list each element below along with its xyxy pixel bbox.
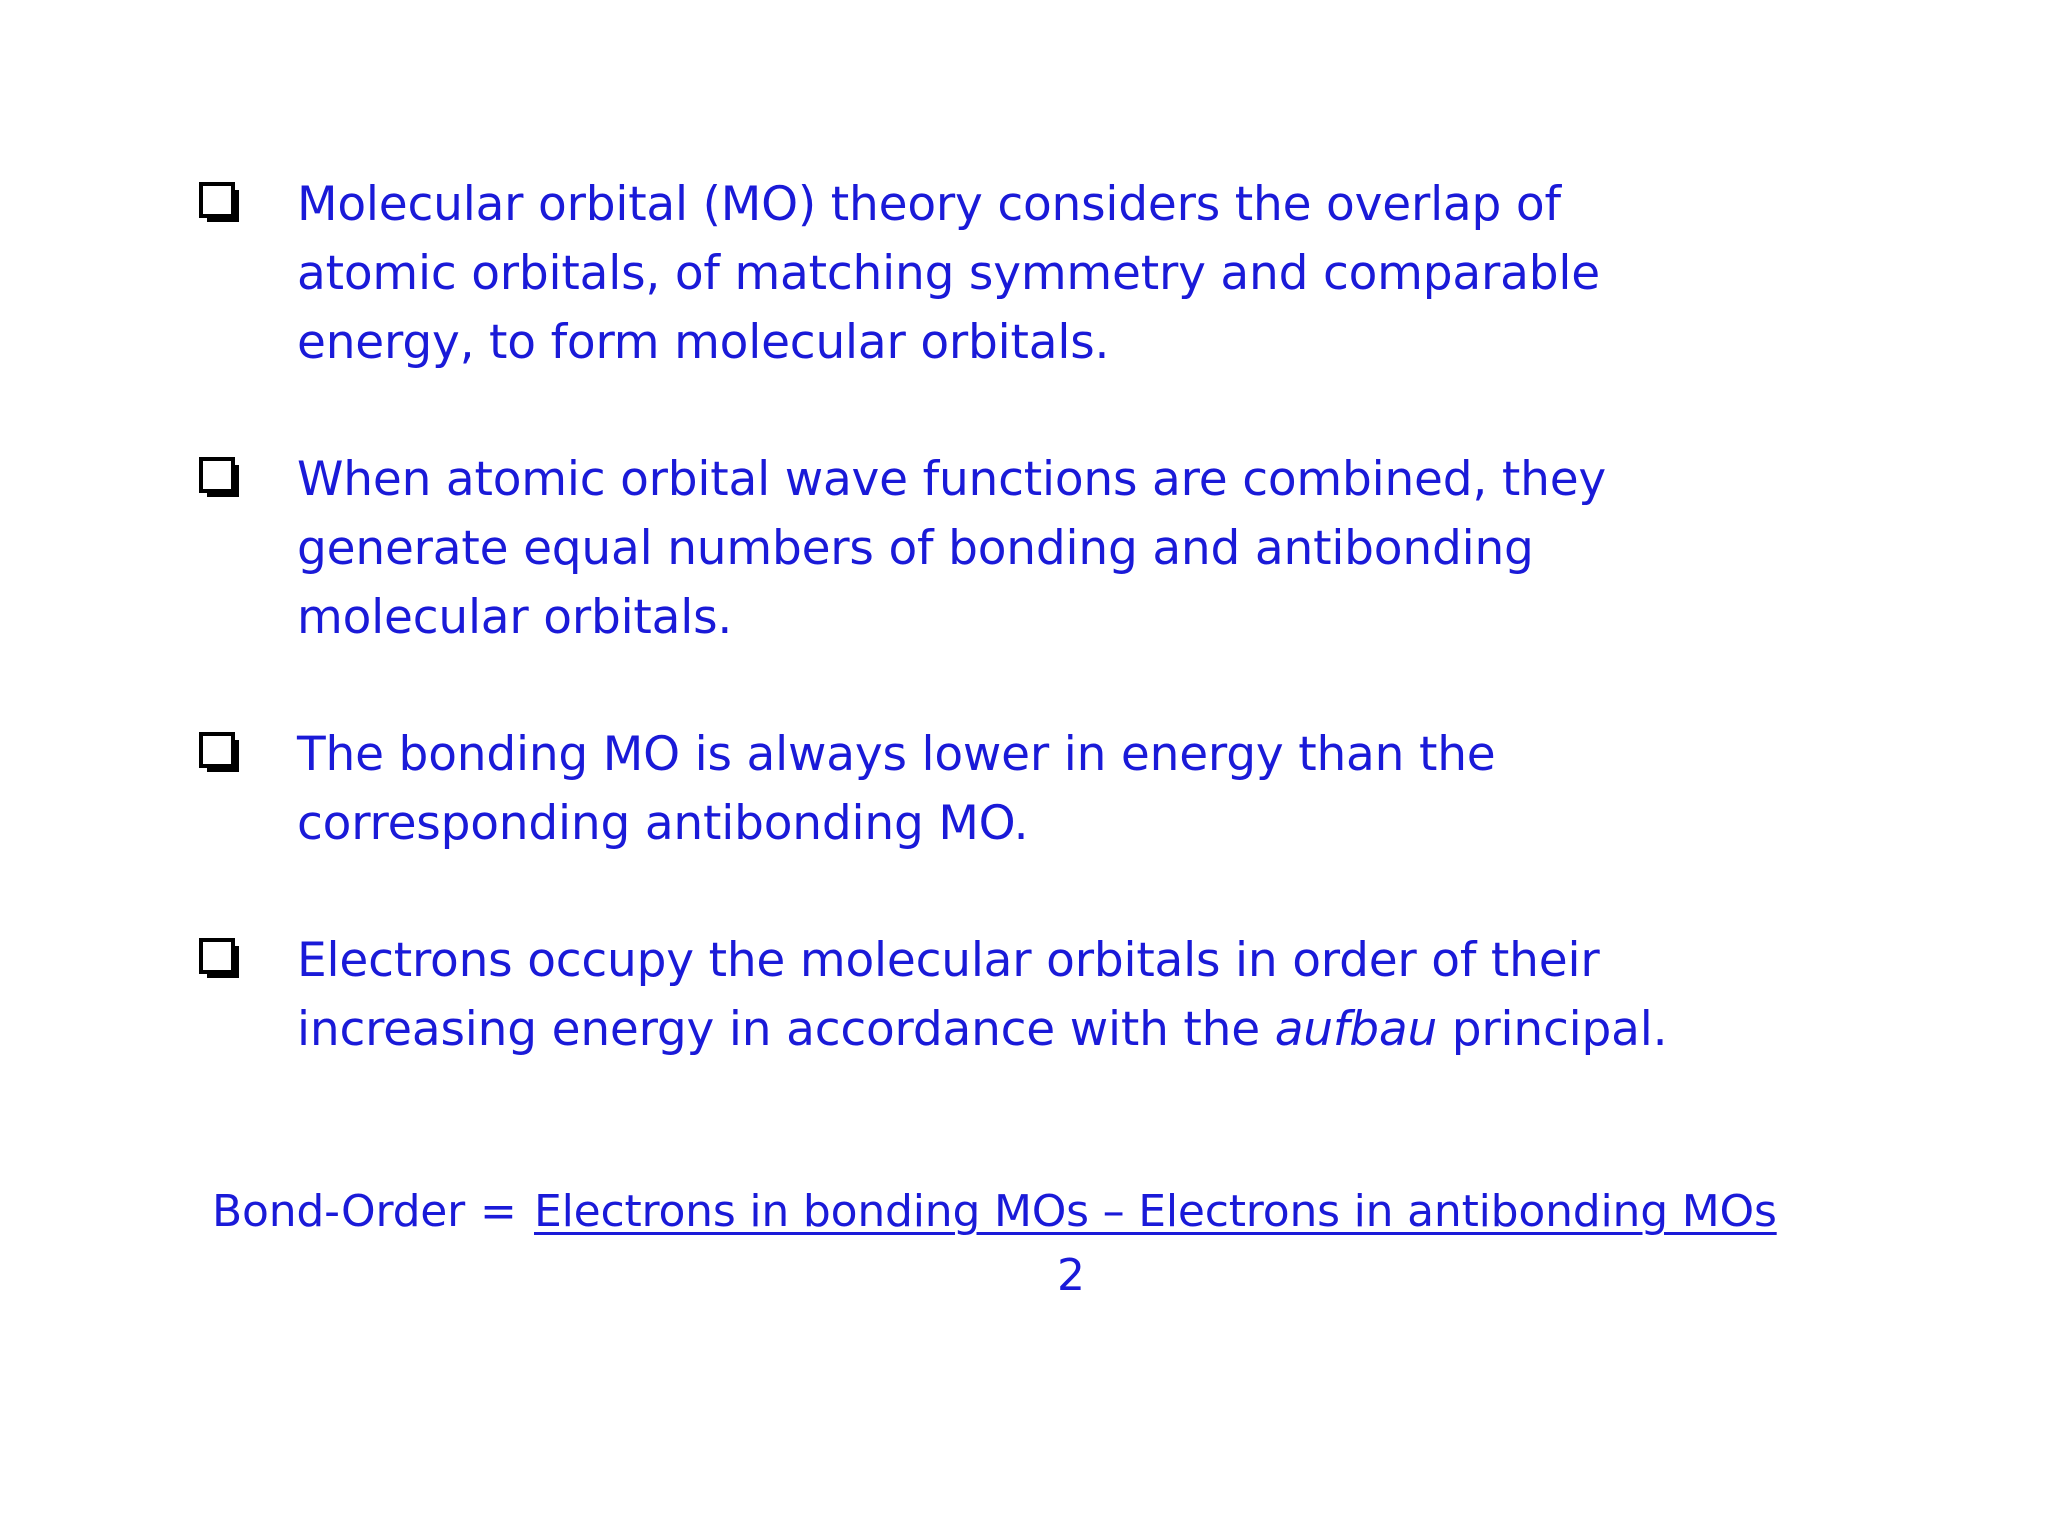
bullet-item-bonding-energy	[195, 720, 1755, 858]
checkbox-icon	[199, 182, 235, 218]
bullet-line: corresponding antibonding MO.	[297, 796, 1029, 851]
bullet-line: molecular orbitals.	[297, 590, 733, 645]
checkbox-icon	[199, 457, 235, 493]
bullet-list	[195, 170, 1755, 1132]
formula-numerator: Electrons in bonding MOs – Electrons in antibonding MOs	[534, 1186, 1777, 1237]
checkbox-icon	[199, 938, 235, 974]
bullet-item-mo-theory	[195, 170, 1755, 377]
formula-equals: =	[480, 1186, 517, 1237]
bullet-line-aufbau	[297, 995, 1755, 1064]
formula-denominator: 2	[1057, 1250, 1085, 1301]
aufbau-text-before: increasing energy in accordance with the	[297, 1002, 1275, 1057]
checkbox-icon	[199, 732, 235, 768]
aufbau-italic-term: aufbau	[1274, 1002, 1438, 1057]
bullet-line: Molecular orbital (MO) theory considers the overlap of	[297, 177, 1561, 232]
bullet-item-aufbau	[195, 926, 1755, 1064]
formula-label: Bond-Order	[212, 1186, 466, 1237]
bullet-line: Electrons occupy the molecular orbitals in order of their	[297, 933, 1600, 988]
aufbau-text-after: principal.	[1437, 1002, 1668, 1057]
bullet-line: energy, to form molecular orbitals.	[297, 315, 1110, 370]
bullet-item-wave-functions	[195, 445, 1755, 652]
bullet-line: generate equal numbers of bonding and antibonding	[297, 521, 1534, 576]
bullet-line: The bonding MO is always lower in energy than the	[297, 727, 1496, 782]
bullet-line: atomic orbitals, of matching symmetry and comparable	[297, 246, 1600, 301]
bullet-line: When atomic orbital wave functions are combined, they	[297, 452, 1607, 507]
